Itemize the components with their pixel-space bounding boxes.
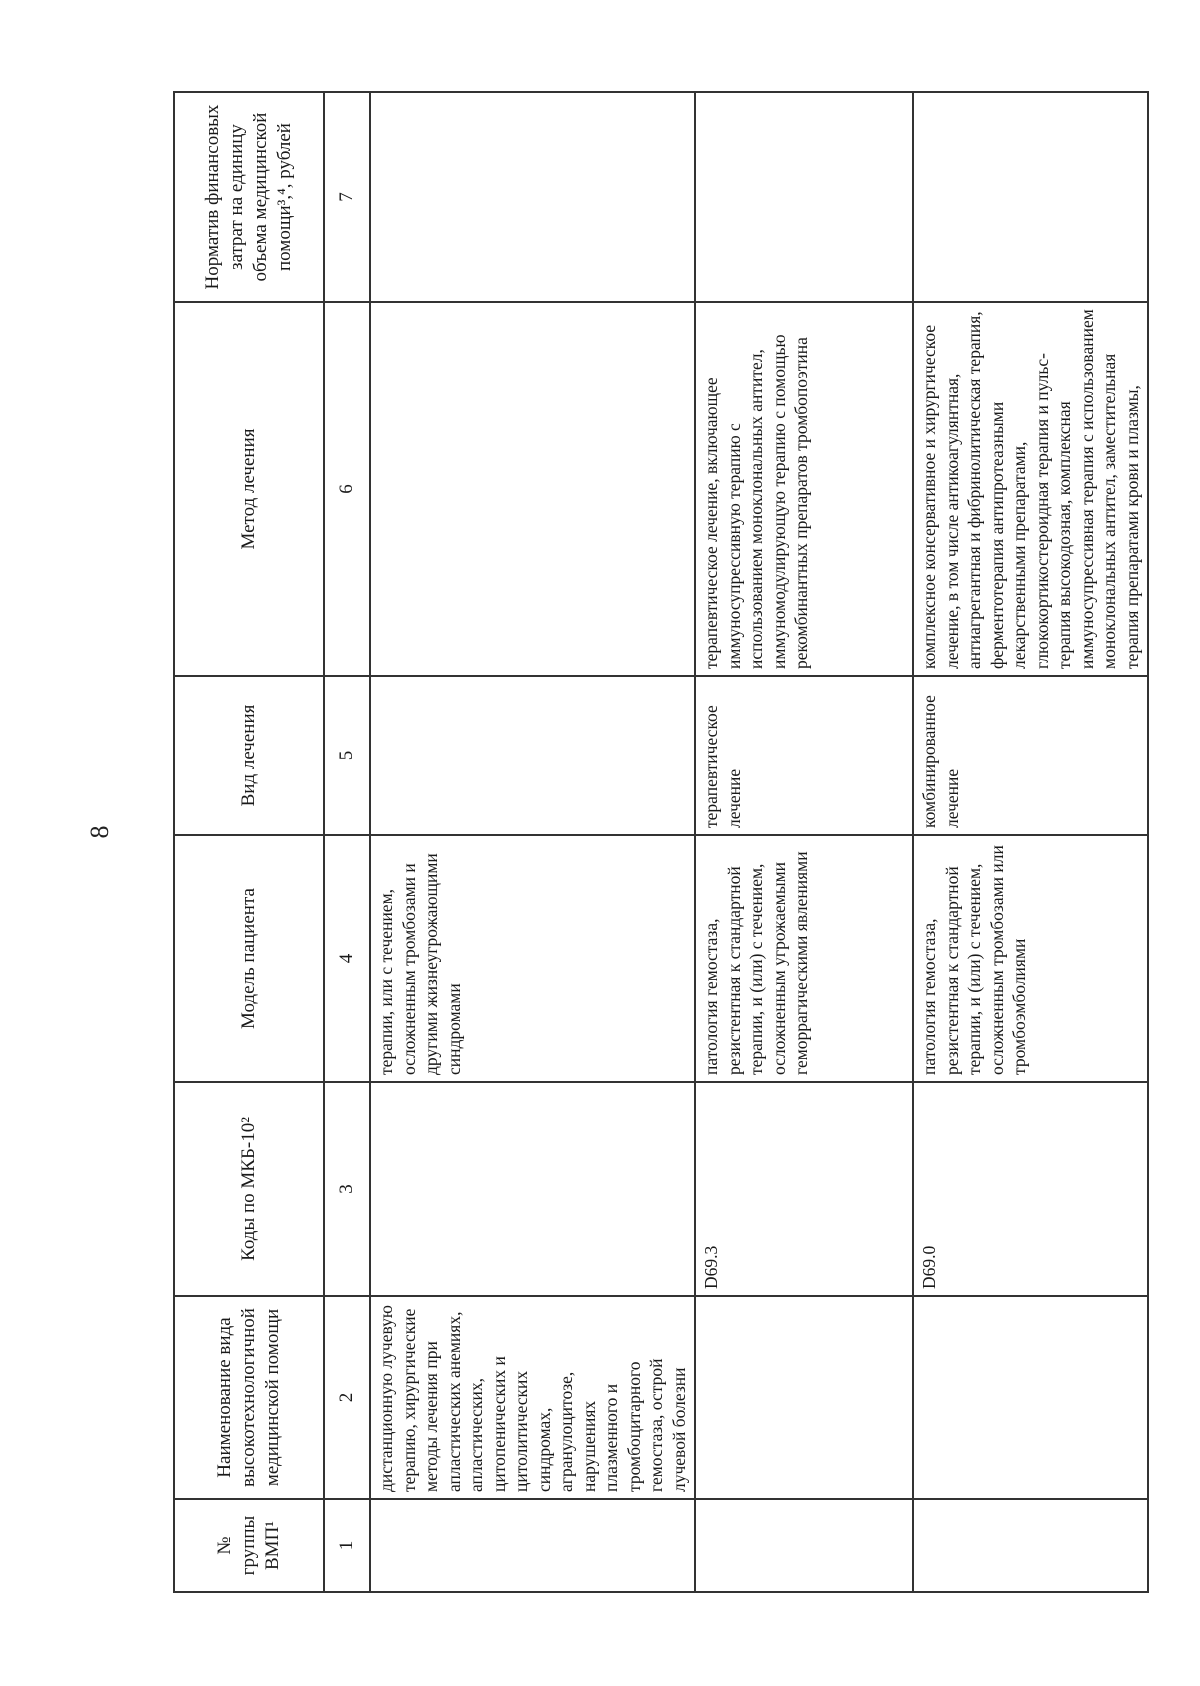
cell-care-name	[695, 1296, 913, 1499]
cell-treatment-method: комплексное консервативное и хирургическое лечение, в том числе антикоагулянтная, антиагрегантная и фибринолитическая терапия, ферментотерапия антипротеазными лекарственными препаратами, глюкокортикостероидная терапия и пульс-терапия высокодозная, комплексная иммуносупрессивная терапия с использованием моноклональных антител, заместительная терапия препаратами крови и плазмы,	[913, 302, 1148, 676]
cell-group	[695, 1499, 913, 1592]
cell-patient-model: патология гемостаза, резистентная к стандартной терапии, и (или) с течением, осложненным тромбозами или тромбоэмболиями	[913, 835, 1148, 1082]
cell-codes: D69.3	[695, 1082, 913, 1296]
header-cost-norm: Норматив финансовых затрат на единицу объема медицинской помощи³,⁴, рублей	[174, 92, 324, 302]
header-treatment-method: Метод лечения	[174, 302, 324, 676]
cell-care-name	[913, 1296, 1148, 1499]
column-number: 7	[324, 92, 370, 302]
column-number: 1	[324, 1499, 370, 1592]
cell-treatment-method: терапевтическое лечение, включающее иммуносупрессивную терапию с использованием моноклональных антител, иммуномодулирующую терапию с помощью рекомбинантных препаратов тромбопоэтина	[695, 302, 913, 676]
column-number-row	[324, 92, 370, 1592]
column-number: 3	[324, 1082, 370, 1296]
cell-patient-model: патология гемостаза, резистентная к стандартной терапии, и (или) с течением, осложненным угрожаемыми геморрагическими явлениями	[695, 835, 913, 1082]
cell-cost-norm	[913, 92, 1148, 302]
header-care-name: Наименование вида высокотехнологичной медицинской помощи	[174, 1296, 324, 1499]
page-number: 8	[85, 825, 114, 839]
header-row	[174, 92, 324, 1592]
header-icd-codes: Коды по МКБ-10²	[174, 1082, 324, 1296]
column-number: 5	[324, 676, 370, 835]
vmp-table	[173, 91, 1149, 1593]
cell-treatment-type: терапевтическое лечение	[695, 676, 913, 835]
cell-care-name: дистанционную лучевую терапию, хирургические методы лечения при апластических анемиях, апластических, цитопенических и цитолитических синдромах, агранулоцитозе, нарушениях плазменного и тромбоцитарного гемостаза, острой лучевой болезни	[370, 1296, 695, 1499]
header-group-number: № группы ВМП¹	[174, 1499, 324, 1592]
cell-codes: D69.0	[913, 1082, 1148, 1296]
column-number: 4	[324, 835, 370, 1082]
cell-codes	[370, 1082, 695, 1296]
cell-group	[370, 1499, 695, 1592]
cell-group	[913, 1499, 1148, 1592]
column-number: 6	[324, 302, 370, 676]
table-row	[370, 92, 695, 1592]
cell-cost-norm	[695, 92, 913, 302]
table-row	[913, 92, 1148, 1592]
cell-treatment-type	[370, 676, 695, 835]
header-treatment-type: Вид лечения	[174, 676, 324, 835]
table-row	[695, 92, 913, 1592]
cell-patient-model: терапии, или с течением, осложненным тромбозами и другими жизнеугрожающими синдромами	[370, 835, 695, 1082]
header-patient-model: Модель пациента	[174, 835, 324, 1082]
cell-treatment-type: комбинированное лечение	[913, 676, 1148, 835]
cell-treatment-method	[370, 302, 695, 676]
cell-cost-norm	[370, 92, 695, 302]
column-number: 2	[324, 1296, 370, 1499]
rotated-table-frame	[173, 93, 1142, 1593]
